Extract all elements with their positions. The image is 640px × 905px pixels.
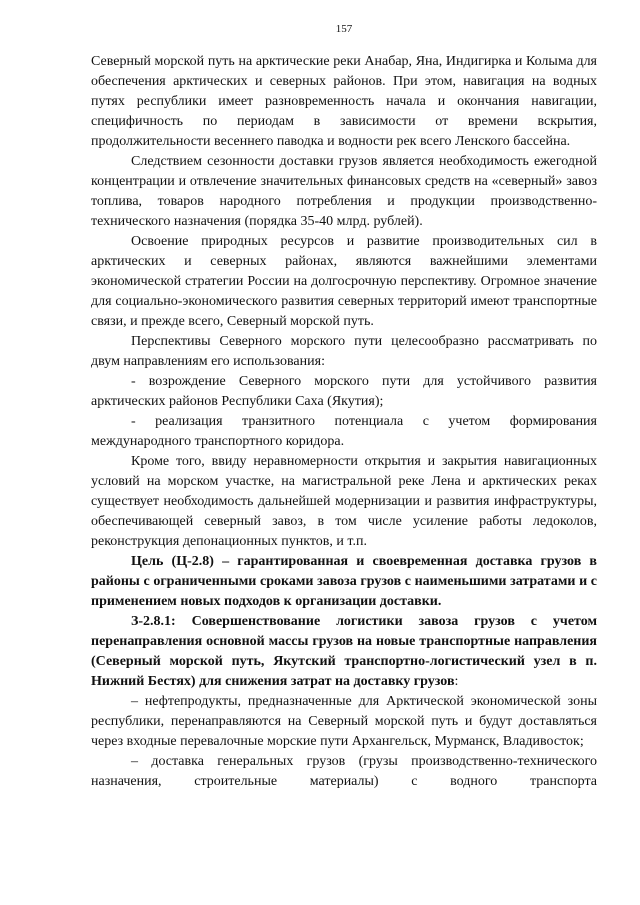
list-item-transit: - реализация транзитного потенциала с учетом формирования международного транспортного коридора. bbox=[91, 414, 597, 449]
task-title: З-2.8.1: Совершенствование логистики завоза грузов с учетом перенаправления основной массы грузов на новые транспортные направления (Северный морской путь, Якутский транспортно-логистический узел в п. Нижний Бестях) для снижения затрат на доставку грузов bbox=[91, 614, 597, 689]
document-page bbox=[91, 22, 597, 792]
goal-statement: Цель (Ц-2.8) – гарантированная и своевременная доставка грузов в районы с ограниченными сроками завоза грузов с наименьшими затратами и с применением новых подходов к организации доставки. bbox=[91, 554, 597, 609]
paragraph-resources: Освоение природных ресурсов и развитие производительных сил в арктических и северных районах, являются важнейшими элементами экономической стратегии России на долгосрочную перспективу. Огромное значение для социально-экономического развития северных территорий имеют транспортные связи, и прежде всего, Северный морской путь. bbox=[91, 234, 597, 329]
list-item-general-cargo: – доставка генеральных грузов (грузы производственно-технического назначения, строительные материалы) с водного транспорта bbox=[91, 754, 597, 789]
page-number: 157 bbox=[335, 23, 353, 35]
task-colon: : bbox=[454, 674, 459, 689]
paragraph-seasonality: Следствием сезонности доставки грузов является необходимость ежегодной концентрации и отвлечение значительных финансовых средств на «северный» завоз топлива, товаров народного потребления и продукции производственно-технического назначения (порядка 35-40 млрд. рублей). bbox=[91, 154, 597, 229]
task-statement bbox=[91, 612, 597, 692]
paragraph-infrastructure: Кроме того, ввиду неравномерности открытия и закрытия навигационных условий на морском участке, на магистральной реке Лена и арктических реках существует необходимость дальнейшей модернизации и развития инфраструктуры, обеспечивающей северный завоз, в том числе усиление работы ледоколов, реконструкция депонационных пунктов, и т.п. bbox=[91, 454, 597, 549]
list-item-revival: - возрождение Северного морского пути для устойчивого развития арктических районов Республики Саха (Якутия); bbox=[91, 374, 597, 409]
list-item-oil-products: – нефтепродукты, предназначенные для Арктической экономической зоны республики, перенаправляются на Северный морской путь и будут доставляться через входные перевалочные морские пути Архангельск, Мурманск, Владивосток; bbox=[91, 694, 597, 749]
paragraph-perspectives: Перспективы Северного морского пути целесообразно рассматривать по двум направлениям его использования: bbox=[91, 334, 597, 369]
paragraph-northern-sea-route: Северный морской путь на арктические реки Анабар, Яна, Индигирка и Колыма для обеспечения арктических и северных районов. При этом, навигация на водных путях республики имеет разновременность начала и окончания навигации, специфичность по периодам в зависимости от времени вскрытия, продолжительности весеннего паводка и водности рек всего Ленского бассейна. bbox=[91, 54, 597, 149]
